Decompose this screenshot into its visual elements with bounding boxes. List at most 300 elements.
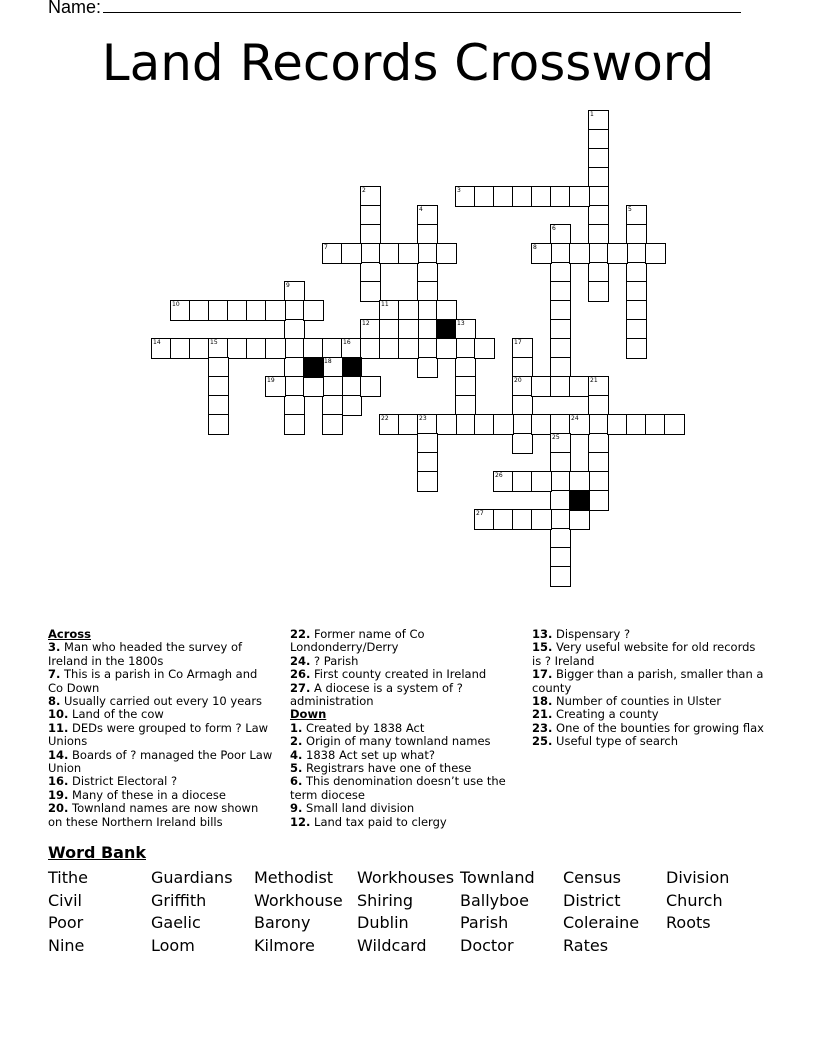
clue-item: [48, 668, 276, 695]
grid-cell[interactable]: [569, 186, 590, 207]
word-bank-item: Rates: [563, 936, 609, 956]
grid-cell[interactable]: [208, 414, 229, 435]
grid-cell[interactable]: [322, 395, 343, 416]
grid-cell[interactable]: [417, 205, 438, 226]
clue-number: 3: [457, 187, 461, 194]
clue-item: [532, 641, 768, 668]
grid-cell[interactable]: [208, 300, 229, 321]
grid-cell[interactable]: [550, 262, 571, 283]
grid-cell[interactable]: [588, 186, 609, 207]
grid-cell[interactable]: [531, 509, 552, 530]
grid-cell[interactable]: [322, 376, 343, 397]
grid-cell[interactable]: [341, 395, 362, 416]
grid-block: [436, 319, 457, 340]
clue-item: [48, 749, 276, 776]
clue-item-text: ? Parish: [314, 653, 359, 668]
grid-cell[interactable]: [417, 243, 438, 264]
grid-cell[interactable]: [569, 243, 590, 264]
grid-cell[interactable]: [588, 224, 609, 245]
grid-cell[interactable]: [512, 509, 533, 530]
clue-item-number: 26.: [290, 667, 311, 682]
grid-cell[interactable]: [531, 414, 552, 435]
clue-item-number: 3.: [48, 640, 61, 655]
grid-cell[interactable]: [322, 243, 343, 264]
grid-cell[interactable]: [284, 281, 305, 302]
grid-cell[interactable]: [151, 338, 172, 359]
clue-column: [532, 628, 768, 749]
clue-item: [48, 722, 276, 749]
clue-item: [48, 695, 276, 708]
grid-cell[interactable]: [550, 338, 571, 359]
clue-item-text: Dispensary ?: [556, 627, 631, 641]
clue-heading: Across: [48, 627, 91, 641]
grid-cell[interactable]: [493, 414, 514, 435]
clue-item-text: First county created in Ireland: [314, 667, 487, 682]
grid-cell[interactable]: [360, 186, 381, 207]
grid-cell[interactable]: [569, 376, 590, 397]
grid-cell[interactable]: [550, 414, 571, 435]
clue-item-number: 16.: [48, 774, 69, 789]
grid-cell[interactable]: [360, 376, 381, 397]
clue-item-text: One of the bounties for growing flax: [556, 720, 764, 735]
clue-item-number: 17.: [532, 667, 553, 682]
grid-cell[interactable]: [341, 243, 362, 264]
clue-item-number: 15.: [532, 640, 553, 655]
grid-cell[interactable]: [303, 300, 324, 321]
grid-cell[interactable]: [208, 376, 229, 397]
grid-cell[interactable]: [360, 338, 381, 359]
clue-item-number: 7.: [48, 667, 61, 682]
clue-number: 14: [153, 339, 161, 346]
clue-number: 27: [476, 510, 484, 517]
clue-item: [48, 802, 276, 829]
word-bank-item: Tithe: [48, 868, 88, 887]
clue-item-text: Land of the cow: [72, 707, 164, 722]
word-bank-item: Wildcard: [357, 936, 427, 956]
grid-cell[interactable]: [550, 186, 571, 207]
grid-cell[interactable]: [626, 224, 647, 245]
grid-cell[interactable]: [341, 376, 362, 397]
page-title: Land Records Crossword: [101, 34, 715, 92]
clue-item-number: 6.: [290, 774, 303, 789]
grid-cell[interactable]: [379, 414, 400, 435]
clue-item: [290, 802, 518, 815]
grid-cell[interactable]: [588, 433, 609, 454]
grid-cell[interactable]: [626, 414, 647, 435]
grid-cell[interactable]: [531, 186, 552, 207]
grid-cell[interactable]: [550, 566, 571, 587]
grid-cell[interactable]: [246, 338, 267, 359]
clue-number: 13: [457, 320, 465, 327]
grid-cell[interactable]: [550, 547, 571, 568]
grid-cell[interactable]: [512, 471, 533, 492]
grid-cell[interactable]: [322, 414, 343, 435]
clue-item-text: Origin of many townland names: [306, 734, 491, 749]
word-bank-item: Roots: [666, 913, 711, 933]
clue-item-text: Many of these in a diocese: [72, 787, 226, 802]
grid-cell[interactable]: [588, 110, 609, 131]
clue-number: 16: [343, 339, 351, 346]
clue-item: [48, 775, 276, 788]
grid-cell[interactable]: [474, 338, 495, 359]
clue-number: 18: [324, 358, 332, 365]
clue-item-text: Useful type of search: [556, 734, 678, 749]
clue-item-text: Creating a county: [556, 707, 659, 722]
word-bank-item: Loom: [151, 936, 195, 956]
grid-cell[interactable]: [626, 243, 647, 264]
grid-cell[interactable]: [550, 357, 571, 378]
clue-item: [48, 708, 276, 721]
word-bank-item: Kilmore: [254, 936, 315, 956]
grid-cell[interactable]: [360, 281, 381, 302]
clue-item: [290, 655, 518, 668]
grid-cell[interactable]: [588, 148, 609, 169]
grid-cell[interactable]: [417, 319, 438, 340]
clue-item-number: 21.: [532, 707, 553, 722]
grid-cell[interactable]: [227, 300, 248, 321]
grid-cell[interactable]: [417, 471, 438, 492]
grid-cell[interactable]: [379, 300, 400, 321]
grid-cell[interactable]: [588, 452, 609, 473]
grid-cell[interactable]: [284, 395, 305, 416]
clue-number: 8: [533, 244, 537, 251]
grid-cell[interactable]: [417, 338, 438, 359]
grid-cell[interactable]: [531, 243, 552, 264]
grid-cell[interactable]: [417, 452, 438, 473]
grid-cell[interactable]: [360, 205, 381, 226]
grid-cell[interactable]: [227, 338, 248, 359]
grid-cell[interactable]: [398, 414, 419, 435]
grid-cell[interactable]: [626, 262, 647, 283]
grid-cell[interactable]: [417, 281, 438, 302]
grid-block: [341, 357, 362, 378]
grid-cell[interactable]: [417, 224, 438, 245]
grid-cell[interactable]: [322, 357, 343, 378]
clue-number: 23: [419, 415, 427, 422]
grid-cell[interactable]: [588, 262, 609, 283]
clue-item: [532, 668, 768, 695]
grid-cell[interactable]: [512, 338, 533, 359]
word-bank-item: Guardians: [151, 868, 233, 887]
grid-cell[interactable]: [588, 376, 609, 397]
word-bank-item: Shiring: [357, 890, 414, 910]
grid-cell[interactable]: [303, 376, 324, 397]
grid-cell[interactable]: [626, 300, 647, 321]
grid-cell[interactable]: [379, 338, 400, 359]
clue-number: 20: [514, 377, 522, 384]
clue-number: 11: [381, 301, 389, 308]
grid-cell[interactable]: [455, 338, 476, 359]
clue-number: 10: [172, 301, 180, 308]
grid-cell[interactable]: [170, 300, 191, 321]
grid-cell[interactable]: [455, 319, 476, 340]
word-bank-item: Poor: [48, 913, 84, 933]
clue-item: [290, 668, 518, 681]
grid-cell[interactable]: [208, 338, 229, 359]
grid-cell[interactable]: [398, 243, 419, 264]
word-bank-item: Division: [666, 868, 730, 887]
grid-cell[interactable]: [303, 338, 324, 359]
grid-cell[interactable]: [550, 376, 571, 397]
grid-cell[interactable]: [588, 490, 609, 511]
grid-cell[interactable]: [569, 509, 590, 530]
clue-item-number: 4.: [290, 747, 303, 762]
clue-item-number: 8.: [48, 694, 61, 709]
clue-number: 4: [419, 206, 423, 213]
grid-cell[interactable]: [436, 414, 457, 435]
clue-item-text: District Electoral ?: [72, 774, 178, 789]
clue-item-text: Number of counties in Ulster: [556, 694, 722, 709]
grid-cell[interactable]: [588, 205, 609, 226]
word-bank-item: Ballyboe: [460, 890, 529, 910]
grid-cell[interactable]: [550, 528, 571, 549]
clue-item: [532, 628, 768, 641]
clue-number: 19: [267, 377, 275, 384]
grid-cell[interactable]: [626, 319, 647, 340]
grid-cell[interactable]: [531, 376, 552, 397]
grid-cell[interactable]: [588, 471, 609, 492]
clue-heading: Down: [290, 707, 327, 722]
clue-number: 21: [590, 377, 598, 384]
clue-item-number: 5.: [290, 761, 303, 776]
grid-cell[interactable]: [493, 186, 514, 207]
clue-column: [290, 628, 518, 829]
grid-cell[interactable]: [550, 224, 571, 245]
grid-cell[interactable]: [284, 300, 305, 321]
word-bank-item: Workhouse: [254, 890, 343, 910]
word-bank-item: Nine: [48, 936, 85, 956]
clue-column: [48, 628, 276, 829]
clue-item-text: Former name of Co Londonderry/Derry: [290, 627, 425, 655]
clue-number: 24: [571, 415, 579, 422]
grid-cell[interactable]: [417, 300, 438, 321]
clue-number: 5: [628, 206, 632, 213]
clue-item-text: Registrars have one of these: [306, 761, 472, 776]
clue-item: [532, 722, 768, 735]
grid-cell[interactable]: [550, 452, 571, 473]
grid-cell[interactable]: [493, 471, 514, 492]
clue-item: [290, 749, 518, 762]
grid-cell[interactable]: [607, 243, 628, 264]
word-bank-item: Church: [666, 890, 723, 910]
grid-cell[interactable]: [474, 186, 495, 207]
clue-item-number: 23.: [532, 720, 553, 735]
grid-cell[interactable]: [626, 281, 647, 302]
word-bank-item: Workhouses: [357, 868, 455, 887]
grid-cell[interactable]: [588, 281, 609, 302]
grid-cell[interactable]: [474, 414, 495, 435]
clue-item: [532, 695, 768, 708]
grid-cell[interactable]: [550, 509, 571, 530]
grid-cell[interactable]: [455, 376, 476, 397]
clue-item-number: 12.: [290, 814, 311, 829]
grid-cell[interactable]: [360, 262, 381, 283]
grid-cell[interactable]: [512, 395, 533, 416]
word-bank-item: Townland: [460, 868, 535, 887]
grid-cell[interactable]: [645, 243, 666, 264]
clue-number: 1: [590, 111, 594, 118]
grid-cell[interactable]: [626, 338, 647, 359]
grid-cell[interactable]: [550, 300, 571, 321]
name-label: Name:: [48, 0, 102, 17]
grid-cell[interactable]: [284, 376, 305, 397]
grid-cell[interactable]: [588, 167, 609, 188]
grid-cell[interactable]: [645, 414, 666, 435]
grid-cell[interactable]: [360, 224, 381, 245]
grid-cell[interactable]: [588, 395, 609, 416]
word-bank-item: Civil: [48, 890, 82, 910]
grid-cell[interactable]: [569, 414, 590, 435]
grid-cell[interactable]: [512, 414, 533, 435]
clue-item-number: 9.: [290, 801, 303, 816]
grid-cell[interactable]: [417, 414, 438, 435]
grid-cell[interactable]: [550, 490, 571, 511]
grid-cell[interactable]: [360, 243, 381, 264]
clue-item-text: DEDs were grouped to form ? Law Unions: [48, 720, 269, 749]
grid-cell[interactable]: [588, 243, 609, 264]
clue-item-number: 27.: [290, 680, 311, 695]
clue-item-number: 22.: [290, 627, 311, 641]
grid-cell[interactable]: [417, 433, 438, 454]
grid-cell[interactable]: [512, 433, 533, 454]
word-bank-item: Griffith: [151, 890, 207, 910]
grid-cell[interactable]: [265, 300, 286, 321]
grid-cell[interactable]: [265, 338, 286, 359]
grid-cell[interactable]: [284, 338, 305, 359]
grid-cell[interactable]: [550, 281, 571, 302]
clue-item-number: 10.: [48, 707, 69, 722]
grid-cell[interactable]: [341, 338, 362, 359]
clue-item-text: This denomination doesn’t use the term diocese: [290, 774, 506, 802]
grid-cell[interactable]: [398, 338, 419, 359]
grid-cell[interactable]: [398, 319, 419, 340]
grid-cell[interactable]: [246, 300, 267, 321]
word-bank-title: Word Bank: [48, 843, 147, 862]
clue-item: [290, 682, 518, 709]
clue-item: [48, 641, 276, 668]
clue-item: [290, 735, 518, 748]
grid-cell[interactable]: [189, 300, 210, 321]
grid-cell[interactable]: [322, 338, 343, 359]
grid-block: [569, 490, 590, 511]
grid-cell[interactable]: [284, 319, 305, 340]
grid-cell[interactable]: [550, 319, 571, 340]
grid-cell[interactable]: [379, 319, 400, 340]
clue-item-text: Townland names are now shown on these Northern Ireland bills: [48, 801, 259, 829]
grid-cell[interactable]: [550, 243, 571, 264]
clue-item: [290, 816, 518, 829]
clue-item-number: 13.: [532, 627, 553, 641]
grid-cell[interactable]: [512, 357, 533, 378]
grid-cell[interactable]: [379, 243, 400, 264]
clue-item-text: Created by 1838 Act: [306, 720, 425, 735]
grid-cell[interactable]: [436, 338, 457, 359]
word-bank-item: Census: [563, 868, 621, 887]
grid-cell[interactable]: [436, 300, 457, 321]
grid-cell[interactable]: [493, 509, 514, 530]
grid-cell[interactable]: [455, 186, 476, 207]
word-bank-item: Dublin: [357, 913, 409, 933]
clue-item-text: A diocese is a system of ? administration: [290, 680, 463, 709]
clue-item-number: 19.: [48, 787, 69, 802]
grid-cell[interactable]: [512, 186, 533, 207]
clue-item-text: Very useful website for old records is ? Ireland: [532, 640, 756, 668]
grid-cell[interactable]: [626, 205, 647, 226]
grid-cell[interactable]: [607, 414, 628, 435]
grid-cell[interactable]: [208, 357, 229, 378]
grid-cell[interactable]: [417, 357, 438, 378]
grid-cell[interactable]: [360, 319, 381, 340]
grid-cell[interactable]: [550, 471, 571, 492]
clue-item: [290, 775, 518, 802]
grid-cell[interactable]: [512, 376, 533, 397]
clue-item: [290, 722, 518, 735]
grid-cell[interactable]: [664, 414, 685, 435]
grid-cell[interactable]: [284, 357, 305, 378]
clue-number: 17: [514, 339, 522, 346]
grid-cell[interactable]: [436, 243, 457, 264]
clue-number: 15: [210, 339, 218, 346]
word-bank-item: Barony: [254, 913, 311, 933]
clue-item: [532, 708, 768, 721]
grid-cell[interactable]: [588, 414, 609, 435]
grid-cell[interactable]: [531, 471, 552, 492]
clue-item-number: 2.: [290, 734, 303, 749]
clue-item-text: Usually carried out every 10 years: [64, 694, 263, 709]
grid-cell[interactable]: [588, 129, 609, 150]
grid-cell[interactable]: [474, 509, 495, 530]
clue-item-text: Man who headed the survey of Ireland in the 1800s: [48, 640, 243, 668]
clue-item-number: 14.: [48, 747, 69, 762]
clue-item: [48, 789, 276, 802]
grid-cell[interactable]: [398, 300, 419, 321]
clue-item-text: Bigger than a parish, smaller than a county: [532, 667, 764, 695]
clue-number: 9: [286, 282, 290, 289]
clue-item-number: 1.: [290, 720, 303, 735]
word-bank-item: Methodist: [254, 868, 334, 887]
clue-item-number: 20.: [48, 801, 69, 816]
clue-number: 2: [362, 187, 366, 194]
clue-item-text: Land tax paid to clergy: [314, 814, 447, 829]
clue-item-number: 24.: [290, 653, 311, 668]
clue-item: [532, 735, 768, 748]
grid-cell[interactable]: [170, 338, 191, 359]
grid-cell[interactable]: [265, 376, 286, 397]
grid-cell[interactable]: [550, 433, 571, 454]
grid-cell[interactable]: [208, 395, 229, 416]
clue-number: 25: [552, 434, 560, 441]
clue-item-text: Small land division: [306, 801, 415, 816]
clue-item: [290, 628, 518, 655]
word-bank-item: Coleraine: [563, 913, 640, 933]
grid-cell[interactable]: [284, 414, 305, 435]
grid-cell[interactable]: [569, 471, 590, 492]
grid-cell[interactable]: [455, 357, 476, 378]
grid-cell[interactable]: [455, 395, 476, 416]
clue-item-text: Boards of ? managed the Poor Law Union: [48, 747, 273, 776]
grid-cell[interactable]: [455, 414, 476, 435]
clue-item-number: 25.: [532, 734, 553, 749]
word-bank-item: District: [563, 890, 621, 910]
clue-item: [290, 762, 518, 775]
clue-number: 12: [362, 320, 370, 327]
grid-cell[interactable]: [189, 338, 210, 359]
grid-block: [303, 357, 324, 378]
clue-number: 26: [495, 472, 503, 479]
grid-cell[interactable]: [417, 262, 438, 283]
clue-item-text: 1838 Act set up what?: [306, 747, 435, 762]
clue-number: 22: [381, 415, 389, 422]
